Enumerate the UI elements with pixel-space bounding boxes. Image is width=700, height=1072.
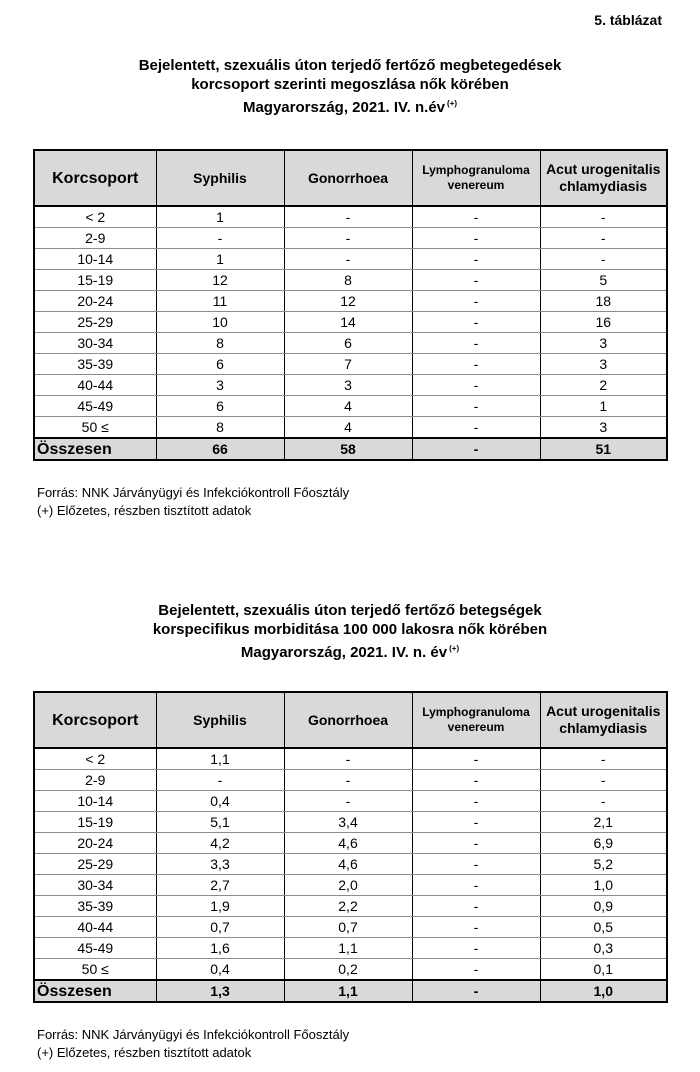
table-cell: 2,2	[284, 896, 412, 917]
table-cell: 18	[540, 291, 667, 312]
table1-title-line3	[0, 94, 700, 117]
table-cell: 3,3	[156, 854, 284, 875]
age-group-cell: 15-19	[34, 812, 156, 833]
table-cell: 1	[156, 249, 284, 270]
table-cell: 1,1	[284, 938, 412, 959]
table-cell: -	[412, 917, 540, 938]
column-header-age-group: Korcsoport	[34, 692, 156, 748]
table1-title-line1: Bejelentett, szexuális úton terjedő fertőző megbetegedések	[138, 57, 562, 74]
table-cell: 3	[156, 375, 284, 396]
table1-title-line2: korcsoport szerinti megoszlása nők körében	[191, 76, 509, 93]
table-cell: 4	[284, 396, 412, 417]
table-cell: 4,2	[156, 833, 284, 854]
table-cell: -	[412, 748, 540, 770]
age-group-cell: 2-9	[34, 770, 156, 791]
table-cell: 1	[156, 206, 284, 228]
age-group-cell: 10-14	[34, 791, 156, 812]
table-cell: -	[412, 959, 540, 981]
table2-header	[34, 692, 667, 748]
table1-body	[34, 206, 667, 438]
table-cell: 4	[284, 417, 412, 439]
table1-case-counts	[33, 149, 668, 461]
table-cell: 6	[156, 354, 284, 375]
table-row	[34, 748, 667, 770]
age-group-cell: 35-39	[34, 354, 156, 375]
total-cell: 1,3	[156, 980, 284, 1002]
table-cell: -	[540, 748, 667, 770]
table-row	[34, 228, 667, 249]
table-row	[34, 206, 667, 228]
table-cell: 2,7	[156, 875, 284, 896]
table2-title-line3-text: Magyarország, 2021. IV. n. év	[240, 644, 448, 661]
table-cell: 0,7	[284, 917, 412, 938]
table2-footer	[34, 980, 667, 1002]
table2-source-note	[37, 1026, 349, 1062]
table-cell: 12	[284, 291, 412, 312]
total-cell: 58	[284, 438, 412, 460]
table-cell: 2	[540, 375, 667, 396]
column-header-age-group: Korcsoport	[34, 150, 156, 206]
table-cell: 3	[540, 417, 667, 439]
table-cell: 0,4	[156, 791, 284, 812]
footnote-text: (+) Előzetes, részben tisztított adatok	[37, 503, 252, 518]
table-cell: 1	[540, 396, 667, 417]
table-cell: -	[284, 791, 412, 812]
table-cell: 7	[284, 354, 412, 375]
table-number-label: 5. táblázat	[594, 12, 662, 28]
table-cell: 3	[540, 354, 667, 375]
table-cell: 0,3	[540, 938, 667, 959]
table-cell: 16	[540, 312, 667, 333]
table2-total-row	[34, 980, 667, 1002]
table-cell: 8	[284, 270, 412, 291]
total-cell: 1,0	[540, 980, 667, 1002]
table-cell: -	[284, 748, 412, 770]
table-cell: -	[412, 206, 540, 228]
table-row	[34, 312, 667, 333]
table-cell: -	[540, 228, 667, 249]
column-header-gonorrhoea: Gonorrhoea	[284, 692, 412, 748]
age-group-cell: 40-44	[34, 917, 156, 938]
table2-title	[0, 601, 700, 662]
table-cell: 12	[156, 270, 284, 291]
table-cell: -	[156, 770, 284, 791]
total-label: Összesen	[34, 980, 156, 1002]
table-cell: -	[284, 206, 412, 228]
table-cell: -	[284, 228, 412, 249]
table-cell: 0,7	[156, 917, 284, 938]
column-header-gonorrhoea: Gonorrhoea	[284, 150, 412, 206]
table-row	[34, 896, 667, 917]
column-header-chlamydiasis: Acut urogenitalis chlamydiasis	[540, 150, 667, 206]
table-cell: 0,5	[540, 917, 667, 938]
age-group-cell: 10-14	[34, 249, 156, 270]
table2-title-line3	[0, 639, 700, 662]
total-cell: -	[412, 980, 540, 1002]
table-row	[34, 791, 667, 812]
table-cell: 14	[284, 312, 412, 333]
table-cell: -	[412, 249, 540, 270]
table-cell: 11	[156, 291, 284, 312]
age-group-cell: 15-19	[34, 270, 156, 291]
table-cell: 6,9	[540, 833, 667, 854]
table-cell: -	[412, 228, 540, 249]
table-row	[34, 812, 667, 833]
table1-title-footnote-marker: (+)	[447, 99, 458, 108]
table2-header-row	[34, 692, 667, 748]
table-cell: 6	[156, 396, 284, 417]
column-header-lymphogranuloma: Lymphogranuloma venereum	[412, 692, 540, 748]
table-cell: -	[412, 312, 540, 333]
table-cell: -	[412, 375, 540, 396]
table-row	[34, 854, 667, 875]
table1-total-row	[34, 438, 667, 460]
age-group-cell: 25-29	[34, 854, 156, 875]
table-cell: -	[412, 938, 540, 959]
table2-title-line2: korspecifikus morbiditása 100 000 lakosra nők körében	[152, 621, 548, 638]
table-row	[34, 249, 667, 270]
table2-title-footnote-marker: (+)	[449, 644, 460, 653]
table-cell: 8	[156, 417, 284, 439]
table-cell: 0,2	[284, 959, 412, 981]
table-row	[34, 270, 667, 291]
table-cell: 0,1	[540, 959, 667, 981]
total-cell: 1,1	[284, 980, 412, 1002]
source-text: Forrás: NNK Járványügyi és Infekciókontroll Főosztály	[37, 485, 350, 500]
column-header-syphilis: Syphilis	[156, 692, 284, 748]
table-row	[34, 396, 667, 417]
age-group-cell: 35-39	[34, 896, 156, 917]
table-cell: -	[412, 854, 540, 875]
total-cell: 51	[540, 438, 667, 460]
table-row	[34, 354, 667, 375]
column-header-syphilis: Syphilis	[156, 150, 284, 206]
age-group-cell: 25-29	[34, 312, 156, 333]
table-row	[34, 291, 667, 312]
table-cell: 5,2	[540, 854, 667, 875]
age-group-cell: 50 ≤	[34, 959, 156, 981]
age-group-cell: < 2	[34, 206, 156, 228]
table-cell: 5	[540, 270, 667, 291]
table-cell: -	[412, 417, 540, 439]
age-group-cell: 40-44	[34, 375, 156, 396]
age-group-cell: 45-49	[34, 938, 156, 959]
table-cell: -	[412, 812, 540, 833]
table-cell: -	[412, 396, 540, 417]
table1-header-row	[34, 150, 667, 206]
column-header-chlamydiasis: Acut urogenitalis chlamydiasis	[540, 692, 667, 748]
table-cell: 4,6	[284, 833, 412, 854]
age-group-cell: 50 ≤	[34, 417, 156, 439]
table-cell: -	[540, 791, 667, 812]
table-cell: -	[412, 875, 540, 896]
table1-header	[34, 150, 667, 206]
table2-morbidity-rates	[33, 691, 668, 1003]
table-cell: -	[412, 833, 540, 854]
table-cell: -	[284, 249, 412, 270]
footnote-text: (+) Előzetes, részben tisztított adatok	[37, 1045, 252, 1060]
age-group-cell: 20-24	[34, 291, 156, 312]
age-group-cell: 20-24	[34, 833, 156, 854]
table-cell: -	[540, 206, 667, 228]
table-cell: 0,9	[540, 896, 667, 917]
age-group-cell: 30-34	[34, 875, 156, 896]
table-cell: 10	[156, 312, 284, 333]
table-cell: 1,0	[540, 875, 667, 896]
table-cell: 8	[156, 333, 284, 354]
table-cell: 5,1	[156, 812, 284, 833]
table-cell: -	[412, 270, 540, 291]
table-cell: 3,4	[284, 812, 412, 833]
table-cell: -	[412, 791, 540, 812]
table-cell: 1,6	[156, 938, 284, 959]
table-cell: 3	[284, 375, 412, 396]
table-cell: -	[412, 354, 540, 375]
table-cell: 1,1	[156, 748, 284, 770]
table-row	[34, 417, 667, 439]
table1-footer	[34, 438, 667, 460]
table-cell: -	[412, 291, 540, 312]
table-row	[34, 959, 667, 981]
table-row	[34, 917, 667, 938]
table-cell: -	[412, 896, 540, 917]
table-row	[34, 375, 667, 396]
table-row	[34, 770, 667, 791]
table-cell: 1,9	[156, 896, 284, 917]
table-cell: 3	[540, 333, 667, 354]
total-cell: 66	[156, 438, 284, 460]
table-row	[34, 875, 667, 896]
age-group-cell: 45-49	[34, 396, 156, 417]
table-cell: 0,4	[156, 959, 284, 981]
table2-body	[34, 748, 667, 980]
table2-title-line1: Bejelentett, szexuális úton terjedő fertőző betegségek	[158, 602, 542, 619]
table-cell: -	[284, 770, 412, 791]
age-group-cell: < 2	[34, 748, 156, 770]
table-cell: -	[412, 333, 540, 354]
table-row	[34, 938, 667, 959]
table-cell: 2,1	[540, 812, 667, 833]
source-text: Forrás: NNK Járványügyi és Infekciókontroll Főosztály	[37, 1027, 350, 1042]
table-cell: -	[156, 228, 284, 249]
table-cell: 6	[284, 333, 412, 354]
table1-source-note	[37, 484, 349, 520]
table1-title-line3-text: Magyarország, 2021. IV. n.év	[242, 99, 446, 116]
age-group-cell: 2-9	[34, 228, 156, 249]
table-row	[34, 833, 667, 854]
table-row	[34, 333, 667, 354]
age-group-cell: 30-34	[34, 333, 156, 354]
column-header-lymphogranuloma: Lymphogranuloma venereum	[412, 150, 540, 206]
table-cell: -	[412, 770, 540, 791]
table-cell: 2,0	[284, 875, 412, 896]
total-cell: -	[412, 438, 540, 460]
total-label: Összesen	[34, 438, 156, 460]
table-cell: -	[540, 249, 667, 270]
table-cell: 4,6	[284, 854, 412, 875]
table1-title	[0, 56, 700, 117]
table-cell: -	[540, 770, 667, 791]
